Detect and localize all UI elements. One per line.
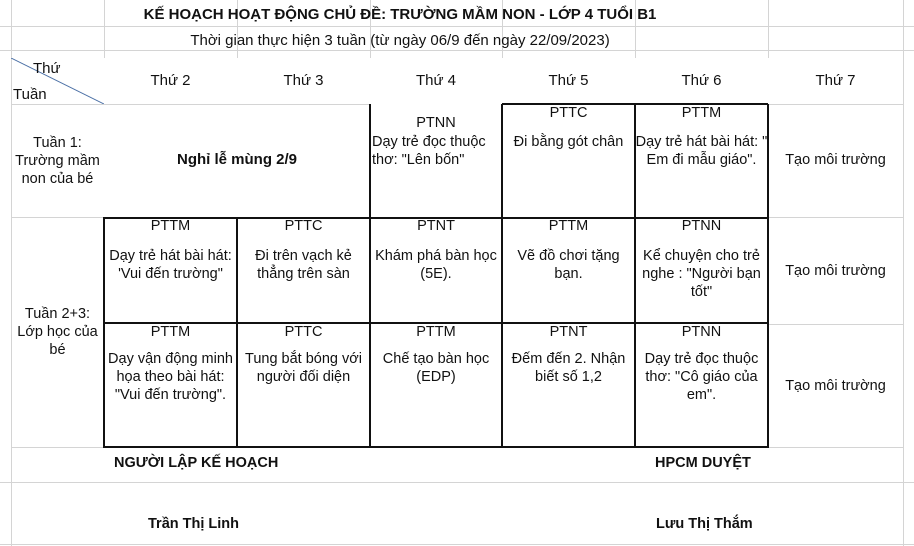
header-thu-7: Thứ 7: [815, 72, 856, 89]
week1-thu5-code: PTTC: [549, 105, 588, 121]
week2-thu3-code: PTTC: [284, 218, 323, 234]
grid-line: [0, 482, 914, 483]
week3-thu2-code: PTTM: [150, 324, 191, 340]
corner-bottom-label: Tuần: [13, 86, 47, 103]
grid-line: [0, 50, 914, 51]
week2-thu6-activity: Kể chuyện cho trẻ nghe : "Người bạn tốt": [642, 248, 761, 300]
week3-thu3-code: PTTC: [284, 324, 323, 340]
week2-thu4-activity: Khám phá bàn học (5E).: [375, 248, 497, 282]
week3-thu6-activity: Dạy trẻ đọc thuộc thơ: "Cô giáo của em".: [644, 351, 759, 403]
week3-thu6-code: PTNN: [681, 324, 722, 340]
week2-thu2-code: PTTM: [150, 218, 191, 234]
week2-thu5-code: PTTM: [548, 218, 589, 234]
week1-thu4-activity: Dạy trẻ đọc thuộc thơ: "Lên bốn": [372, 134, 486, 168]
grid-line: [768, 217, 903, 218]
week2-thu5-activity: Vẽ đồ chơi tặng bạn.: [517, 248, 620, 282]
week1-thu6-code: PTTM: [681, 105, 722, 121]
week3-thu4-code: PTTM: [416, 324, 456, 340]
week1-thu5-activity: Đi bằng gót chân: [513, 134, 624, 150]
footer-left-role: NGƯỜI LẬP KẾ HOẠCH: [114, 455, 279, 471]
border-line: [104, 446, 768, 448]
week3-thu2-activity: Dạy vận động minh họa theo bài hát: "Vui đến trường".: [108, 351, 233, 403]
corner-top-label: Thứ: [33, 60, 61, 77]
week23-label: Tuần 2+3: Lớp học của bé: [17, 306, 98, 358]
header-thu-6: Thứ 6: [681, 72, 722, 89]
grid-line: [903, 0, 904, 546]
week1-thu6-activity: Dạy trẻ hát bài hát: " Em đi mẫu giáo".: [635, 134, 768, 168]
week1-label: Tuần 1: Trường mầm non của bé: [15, 135, 100, 187]
grid-line: [0, 544, 914, 545]
header-thu-5: Thứ 5: [548, 72, 589, 89]
week1-thu7: Tạo môi trường: [785, 152, 886, 168]
week3-thu5-code: PTNT: [549, 324, 588, 340]
grid-line: [104, 104, 370, 105]
header-thu-4: Thứ 4: [415, 72, 457, 89]
page-subtitle: Thời gian thực hiện 3 tuần (từ ngày 06/9 đến ngày 22/09/2023): [190, 32, 610, 49]
week3-thu7: Tạo môi trường: [785, 378, 886, 394]
week3-thu4-activity: Chế tạo bàn học (EDP): [382, 351, 490, 385]
grid-line: [0, 26, 914, 27]
header-thu-3: Thứ 3: [283, 72, 324, 89]
header-thu-2: Thứ 2: [150, 72, 191, 89]
week2-thu6-code: PTNN: [681, 218, 722, 234]
week2-thu2-activity: Dạy trẻ hát bài hát: 'Vui đến trường": [109, 248, 232, 282]
week2-thu7: Tạo môi trường: [785, 263, 886, 279]
week2-thu4-code: PTNT: [417, 218, 455, 234]
footer-right-name: Lưu Thị Thắm: [656, 516, 753, 532]
week1-holiday: Nghỉ lễ mùng 2/9: [176, 151, 297, 168]
week2-thu3-activity: Đi trên vạch kẻ thẳng trên sàn: [255, 248, 352, 282]
week1-thu4-code: PTNN: [416, 115, 456, 131]
grid-line: [768, 104, 903, 105]
footer-left-name: Trần Thị Linh: [148, 516, 240, 532]
grid-line: [768, 324, 903, 325]
week3-thu3-activity: Tung bắt bóng với người đối diện: [245, 351, 362, 385]
page-title: KẾ HOẠCH HOẠT ĐỘNG CHỦ ĐỀ: TRƯỜNG MẦM NON - LỚP 4 TUỔI B1: [143, 6, 657, 23]
week3-thu5-activity: Đếm đến 2. Nhận biết số 1,2: [511, 351, 626, 385]
grid-line: [11, 217, 104, 218]
grid-line: [11, 104, 104, 105]
footer-right-role: HPCM DUYỆT: [655, 455, 751, 471]
